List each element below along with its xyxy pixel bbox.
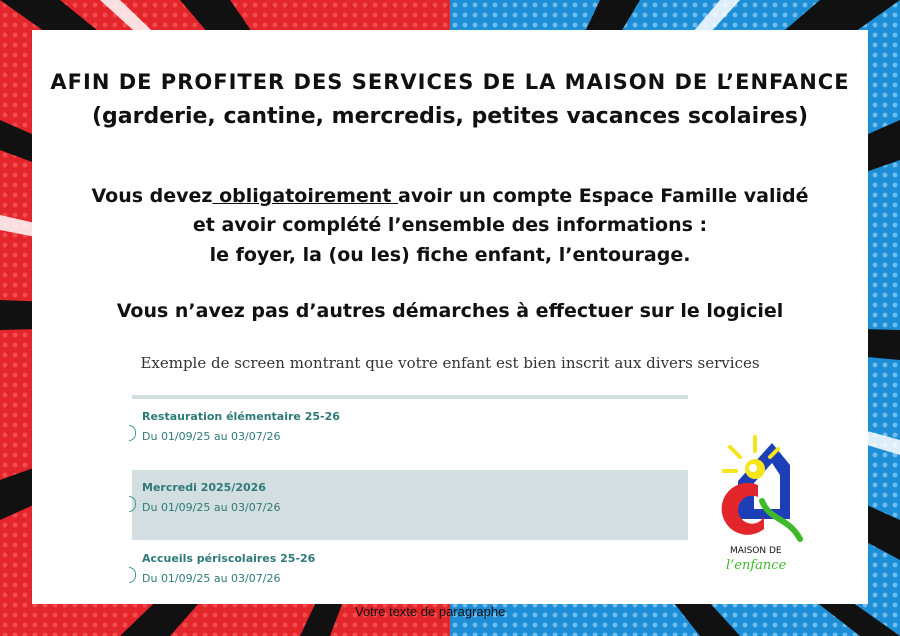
services-screenshot-list [132,395,688,589]
item-marker-icon [129,567,136,583]
service-name: Mercredi 2025/2026 [142,481,266,494]
service-dates: Du 01/09/25 au 03/07/26 [142,572,281,585]
screenshot-caption: Exemple de screen montrant que votre enfant est bien inscrit aux divers services [140,354,760,372]
heading-line-1: AFIN DE PROFITER DES SERVICES DE LA MAISON DE L’ENFANCE [50,70,850,94]
body-line-1 [32,185,868,207]
body-line-3: le foyer, la (ou les) fiche enfant, l’entourage. [209,244,691,266]
content-card [32,30,868,604]
heading-line-2: (garderie, cantine, mercredis, petites vacances scolaires) [91,104,809,129]
service-name: Accueils périscolaires 25-26 [142,552,316,565]
body-line-1-start: Vous devez [91,185,213,207]
list-item[interactable] [132,470,688,540]
obligatoirement-underlined: obligatoirement [212,185,399,207]
item-marker-icon [129,425,136,441]
list-item[interactable] [132,541,688,611]
footer-paragraph-text: Votre texte de paragraphe [355,604,506,619]
service-dates: Du 01/09/25 au 03/07/26 [142,430,281,443]
house-logo-icon [700,421,828,577]
body-line-2: et avoir complété l’ensemble des informations : [192,214,708,236]
service-name: Restauration élémentaire 25-26 [142,410,340,423]
service-dates: Du 01/09/25 au 03/07/26 [142,501,281,514]
maison-enfance-logo [700,421,828,577]
body-line-1-end: avoir un compte Espace Famille validé [398,185,809,207]
item-marker-icon [129,496,136,512]
list-item[interactable] [132,399,688,469]
logo-text-enfance: l’enfance [726,558,787,573]
logo-text-maison: MAISON DE [730,546,782,556]
body-line-4: Vous n’avez pas d’autres démarches à effectuer sur le logiciel [116,300,784,322]
